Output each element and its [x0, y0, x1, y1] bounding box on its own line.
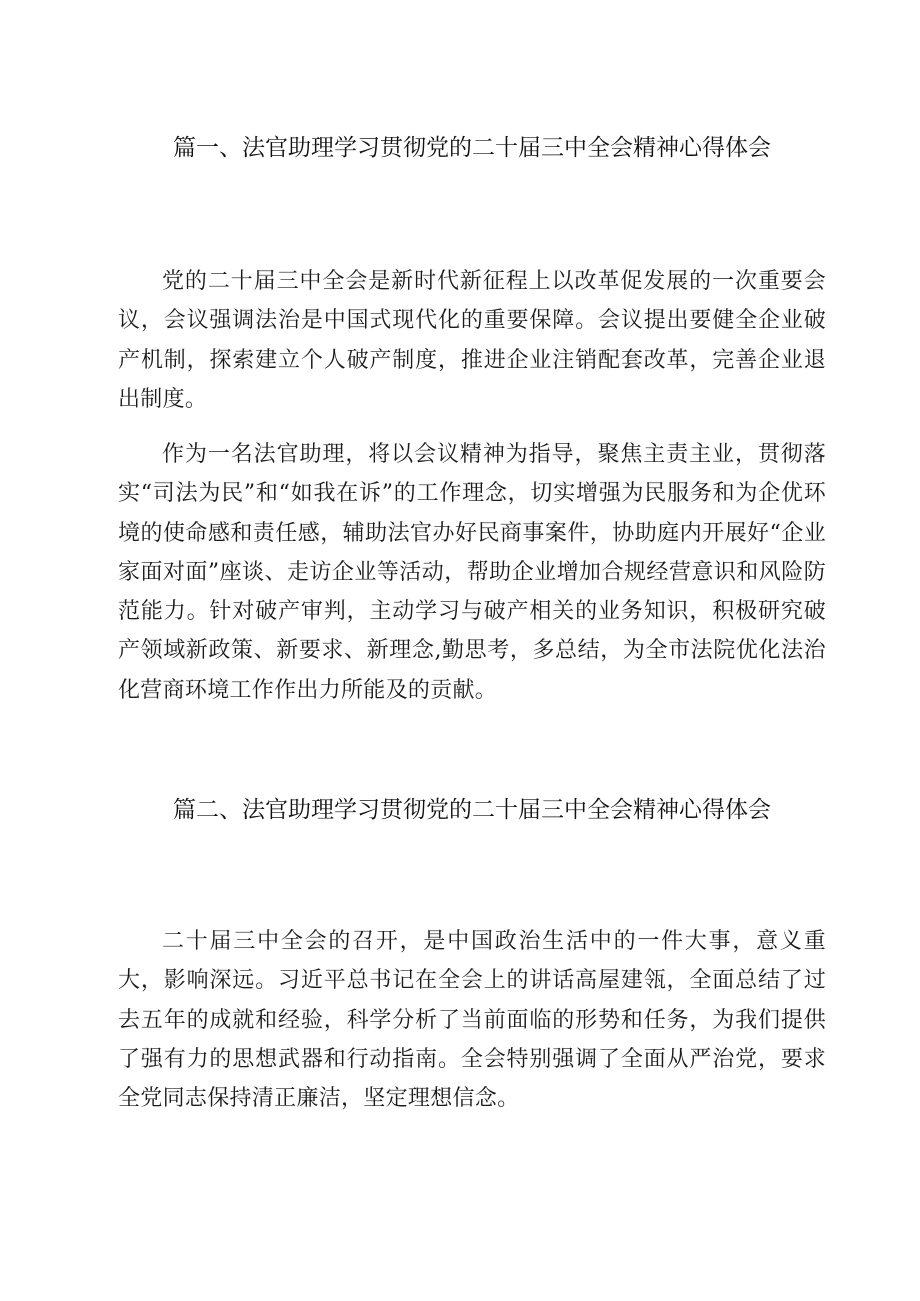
section-1-paragraph-1: 党的二十届三中全会是新时代新征程上以改革促发展的一次重要会议，会议强调法治是中国式现代化的重要保障。会议提出要健全企业破产机制，探索建立个人破产制度，推进企业注销配套改革，完善企业退出制度。: [118, 269, 826, 412]
section-1-paragraph-2: 作为一名法官助理，将以会议精神为指导，聚焦主责主业，贯彻落实“司法为民”和“如我在诉”的工作理念，切实增强为民服务和为企优环境的使命感和责任感，辅助法官办好民商事案件，协助庭内开展好“企业家面对面”座谈、走访企业等活动，帮助企业增加合规经营意识和风险防范能力。针对破产审判，主动学习与破产相关的业务知识，积极研究破产领域新政策、新要求、新理念,勤思考，多总结，为全市法院优化法治化营商环境工作作出力所能及的贡献。: [118, 442, 826, 703]
section-2-paragraph-1: 二十届三中全会的召开，是中国政治生活中的一件大事，意义重大，影响深远。习近平总书记在全会上的讲话高屋建瓴，全面总结了过去五年的成就和经验，科学分析了当前面临的形势和任务，为我们提供了强有力的思想武器和行动指南。全会特别强调了全面从严治党，要求全党同志保持清正廉洁，坚定理想信念。: [118, 929, 826, 1112]
section-1-title: 篇一、法官助理学习贯彻党的二十届三中全会精神心得体会: [173, 135, 771, 161]
section-2-title: 篇二、法官助理学习贯彻党的二十届三中全会精神心得体会: [173, 797, 771, 823]
